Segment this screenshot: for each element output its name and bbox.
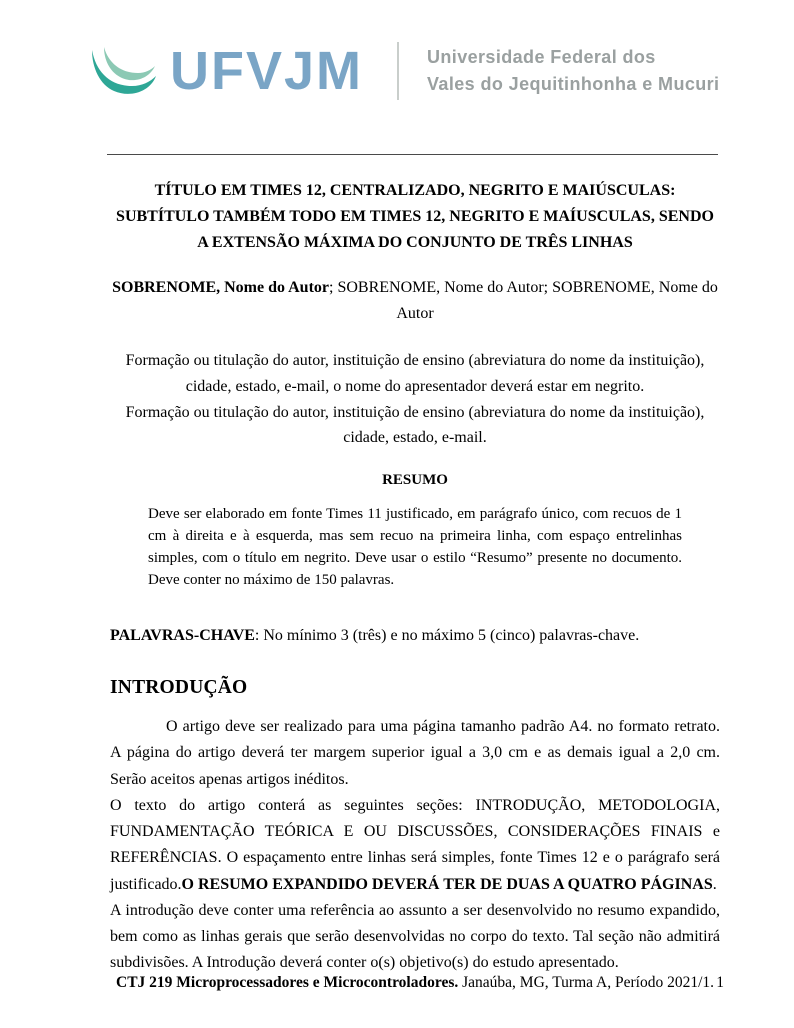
- affiliation-2: Formação ou titulação do autor, instituição de ensino (abreviatura do nome da instituição), cidade, estado, e-mail.: [125, 403, 705, 447]
- logo-text: UFVJM: [170, 41, 364, 101]
- page-number: 1: [716, 974, 724, 991]
- intro-paragraph-1: O artigo deve ser realizado para uma página tamanho padrão A4. no formato retrato. A página do artigo deverá ter margem superior igual a 3,0 cm e as demais igual a 2,0 cm. Serão aceitos apenas artigos inéditos.: [110, 718, 720, 788]
- header-divider: [397, 42, 399, 100]
- intro-paragraph-2-regular: O texto do artigo conterá as seguintes seções: INTRODUÇÃO, METODOLOGIA, FUNDAMENTAÇÃO TEÓRICA E OU DISCUSSÕES, CONSIDERAÇÕES FINAIS e REFERÊNCIAS. O espaçamento entre linhas será simples, fonte Times 12 e o parágrafo será justificado.: [110, 796, 720, 893]
- resumo-heading: RESUMO: [382, 471, 448, 488]
- affiliation-1: Formação ou titulação do autor, instituição de ensino (abreviatura do nome da instituição), cidade, estado, e-mail, o nome do apresentador deverá estar em negrito.: [125, 352, 705, 395]
- university-name-line1: Universidade Federal dos: [427, 47, 656, 67]
- document-body: [110, 170, 720, 976]
- introducao-heading: INTRODUÇÃO: [110, 677, 248, 699]
- university-name: [427, 44, 719, 98]
- page-footer: [110, 974, 724, 992]
- keywords-text: : No mínimo 3 (três) e no máximo 5 (cinco) palavras-chave.: [254, 626, 640, 644]
- horizontal-rule: [107, 154, 718, 155]
- logo-leaf-icon: [88, 46, 162, 96]
- footer-course-bold: CTJ 219 Microprocessadores e Microcontroladores.: [116, 974, 459, 991]
- authors-rest: ; SOBRENOME, Nome do Autor; SOBRENOME, Nome do Autor: [329, 279, 718, 323]
- footer-course-rest: Janaúba, MG, Turma A, Período 2021/1.: [458, 974, 714, 991]
- intro-paragraph-2-end: .: [712, 875, 717, 893]
- intro-paragraph-2-bold: O RESUMO EXPANDIDO DEVERÁ TER DE DUAS A QUATRO PÁGINAS: [181, 875, 713, 893]
- keywords-line: [110, 623, 720, 649]
- footer-course: [116, 974, 714, 991]
- article-title: TÍTULO EM TIMES 12, CENTRALIZADO, NEGRITO E MAIÚSCULAS: SUBTÍTULO TAMBÉM TODO EM TIMES 12, NEGRITO E MAÍUSCULAS, SENDO A EXTENSÃO MÁXIMA DO CONJUNTO DE TRÊS LINHAS: [116, 182, 714, 252]
- authors-line: [110, 275, 720, 327]
- university-name-line2: Vales do Jequitinhonha e Mucuri: [427, 74, 720, 94]
- intro-paragraph-3: A introdução deve conter uma referência ao assunto a ser desenvolvido no resumo expandido, bem como as linhas gerais que serão desenvolvidas no corpo do texto. Tal seção não admitirá subdivisões. A Introdução deverá conter o(s) objetivo(s) do estudo apresentado.: [110, 901, 720, 972]
- page-header: [88, 42, 719, 100]
- ufvjm-logo: [88, 41, 364, 101]
- resumo-body: Deve ser elaborado em fonte Times 11 justificado, em parágrafo único, com recuos de 1 cm à direita e à esquerda, mas sem recuo na primeira linha, com espaço entrelinhas simples, com o título em negrito. Deve usar o estilo “Resumo” presente no documento. Deve conter no máximo de 150 palavras.: [148, 505, 682, 589]
- keywords-label: PALAVRAS-CHAVE: [110, 626, 255, 644]
- intro-paragraph-2: [110, 793, 720, 898]
- author-bold: SOBRENOME, Nome do Autor: [112, 279, 329, 297]
